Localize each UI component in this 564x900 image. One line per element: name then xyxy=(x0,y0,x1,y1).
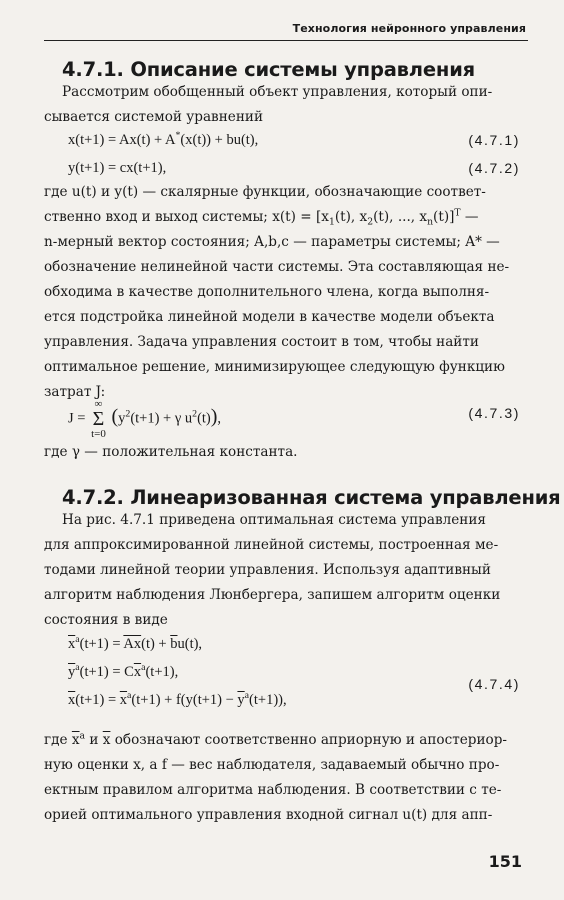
equation-4-7-1: x(t+1) = Ax(t) + A*(x(t)) + bu(t), xyxy=(68,130,259,148)
text-line: ственно вход и выход системы; $x(t) = [x_1(t)$, $x_2(t)$, ..., $x_n(t)]^T$ — xyxy=(44,207,479,228)
text-line: На рис. 4.7.1 приведена оптимальная система управления xyxy=(62,512,486,528)
text-line: затрат J: xyxy=(44,384,106,400)
equation-4-7-2: y(t+1) = cx(t+1), xyxy=(68,160,167,176)
text-line: обходима в качестве дополнительного члена, когда выполня- xyxy=(44,284,490,300)
equation-4-7-4-line2: $\overline{y}^a(t+1) = C\overline{x}^a(t+1)$, xyxy=(68,662,179,680)
text-line: сывается системой уравнений xyxy=(44,109,264,125)
text-line: где u(t) и y(t) — скалярные функции, обозначающие соответ- xyxy=(44,184,486,200)
body-paragraph xyxy=(44,508,522,633)
equation-number: (4.7.2) xyxy=(468,160,520,176)
text-line: состояния в виде xyxy=(44,612,168,628)
header-rule xyxy=(44,40,528,41)
text-line: алгоритм наблюдения Люнбергера, запишем алгоритм оценки xyxy=(44,587,501,603)
text-line: тодами линейной теории управления. Используя адаптивный xyxy=(44,562,491,578)
text-line: где $\overline{x}^a$ и $\overline{x}$ обозначают соответственно априорную и апостериор- xyxy=(44,730,507,748)
section-title-4-7-1: 4.7.1. Описание системы управления xyxy=(62,58,475,81)
equation-number: (4.7.3) xyxy=(468,405,520,421)
text-line: орией оптимального управления входной сигнал u(t) для апп- xyxy=(44,807,493,823)
equation-4-7-4-line3: $\overline{x}(t+1) = \overline{x}^a(t+1) + f(y(t+1) - \overline{y}^a(t+1))$, xyxy=(68,690,287,708)
text-line: для аппроксимированной линейной системы, построенная ме- xyxy=(44,537,499,553)
text-line: обозначение нелинейной части системы. Эта составляющая не- xyxy=(44,259,510,275)
text-line: Рассмотрим обобщенный объект управления, который опи- xyxy=(62,84,493,100)
equation-number: (4.7.1) xyxy=(468,132,520,148)
text-line: управления. Задача управления состоит в том, чтобы найти xyxy=(44,334,479,350)
text-line: n-мерный вектор состояния; A,b,c — параметры системы; A* — xyxy=(44,234,500,250)
body-paragraph xyxy=(44,728,522,828)
equation-4-7-3: J = ∞ Σ t=0 ($y^2(t+1) + \gamma$ $u^2(t)$), xyxy=(68,398,222,440)
text-line: оптимальное решение, минимизирующее следующую функцию xyxy=(44,359,505,375)
running-header: Технология нейронного управления xyxy=(292,22,526,35)
intro-paragraph xyxy=(44,80,522,130)
body-paragraph xyxy=(44,180,522,405)
text-line: ектным правилом алгоритма наблюдения. В соответствии с те- xyxy=(44,782,502,798)
page-number: 151 xyxy=(488,852,522,871)
text-line: ную оценки x, а f — вес наблюдателя, задаваемый обычно про- xyxy=(44,757,500,773)
text-line: ется подстройка линейной модели в качестве модели объекта xyxy=(44,309,495,325)
section-title-4-7-2: 4.7.2. Линеаризованная система управления xyxy=(62,486,561,509)
equation-number: (4.7.4) xyxy=(468,676,520,692)
after-eq-text: где γ — положительная константа. xyxy=(44,444,298,460)
equation-4-7-4-line1: $\overline{x}^a(t+1) = \overline{Ax}(t) + \overline{b}u(t)$, xyxy=(68,634,203,652)
